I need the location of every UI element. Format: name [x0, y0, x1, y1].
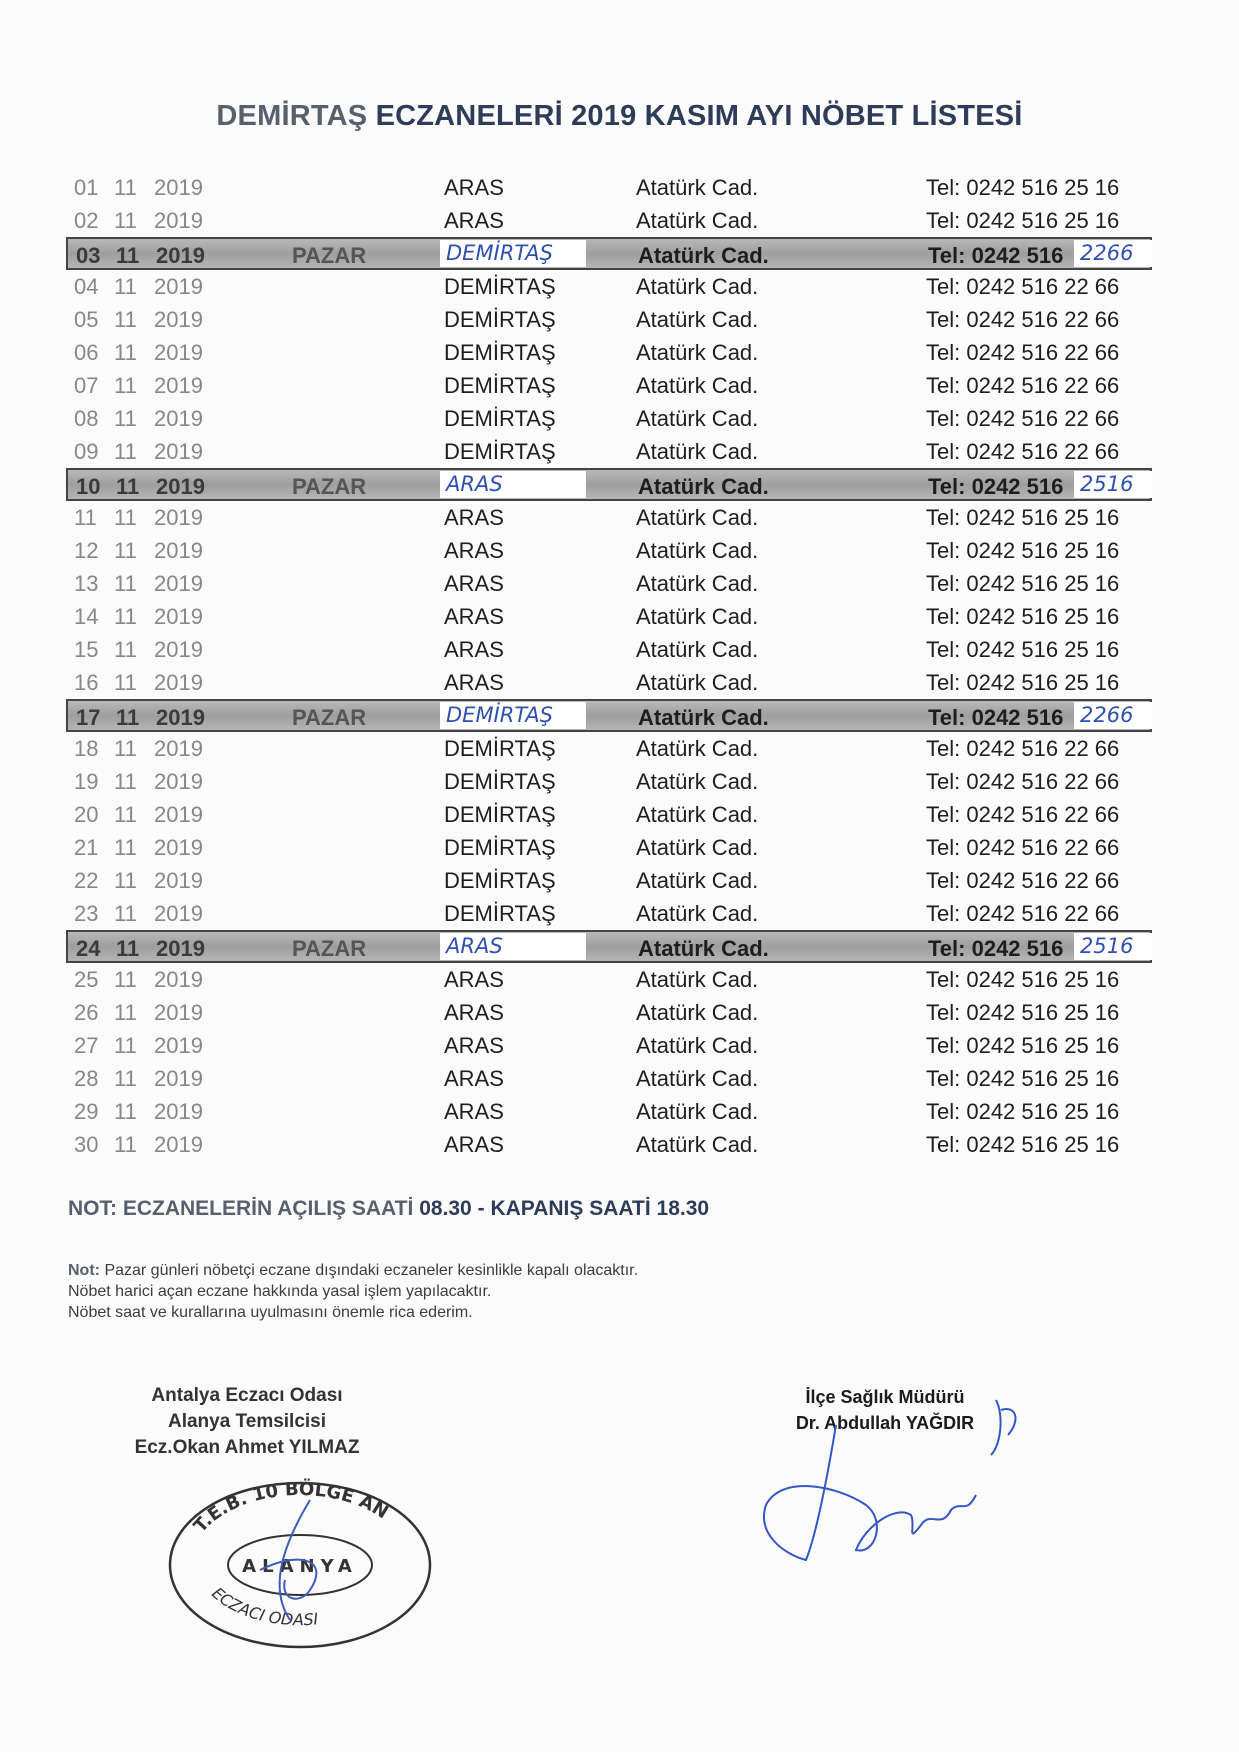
phone: Tel: 0242 516 25 16: [926, 637, 1120, 662]
pharmacy-name: ARAS: [444, 208, 504, 233]
table-row-sunday: [66, 468, 1152, 501]
phone: Tel: 0242 516 22 66: [926, 406, 1120, 431]
phone-handwritten-suffix: 2516: [1074, 471, 1152, 498]
date-month: 11: [114, 505, 137, 530]
date-year: 2019: [154, 439, 203, 464]
date-day: 16: [74, 670, 99, 695]
table-row: [66, 402, 1152, 435]
date-month: 11: [114, 868, 137, 893]
phone: Tel: 0242 516 25 16: [926, 670, 1120, 695]
rules-note-line2: Nöbet harici açan eczane hakkında yasal işlem yapılacaktır.: [68, 1283, 492, 1300]
phone: Tel: 0242 516 25 16: [926, 538, 1120, 563]
date-month: 11: [114, 604, 137, 629]
signatory-right-name: Dr. Abdullah YAĞDIR: [795, 1413, 975, 1433]
date-month: 11: [116, 474, 140, 499]
rules-note-label: Not:: [68, 1262, 100, 1279]
date-month: 11: [114, 439, 137, 464]
table-row: [66, 864, 1152, 897]
date-day: 20: [74, 802, 99, 827]
street: Atatürk Cad.: [636, 604, 759, 629]
table-row: [66, 336, 1152, 369]
phone: Tel: 0242 516: [928, 705, 1064, 730]
date-day: 06: [74, 340, 99, 365]
weekday: PAZAR: [292, 474, 367, 499]
table-row: [66, 171, 1152, 204]
date-year: 2019: [154, 538, 203, 563]
street: Atatürk Cad.: [636, 769, 759, 794]
street: Atatürk Cad.: [636, 1132, 759, 1157]
street: Atatürk Cad.: [636, 571, 759, 596]
street: Atatürk Cad.: [636, 736, 759, 761]
table-row: [66, 369, 1152, 402]
street: Atatürk Cad.: [638, 936, 769, 961]
signatory-left-role: Alanya Temsilcisi: [167, 1411, 327, 1432]
handwritten-signature: [746, 1385, 1046, 1585]
rules-note: [68, 1260, 638, 1323]
date-month: 11: [114, 1132, 137, 1157]
pharmacy-name: DEMİRTAŞ: [444, 373, 556, 398]
stamp-top-text: T.E.B. 10 BÖLGE AN: [189, 1478, 392, 1537]
date-day: 27: [74, 1033, 99, 1058]
table-row: [66, 501, 1152, 534]
date-month: 11: [116, 936, 140, 961]
phone: Tel: 0242 516 25 16: [926, 967, 1120, 992]
street: Atatürk Cad.: [636, 967, 759, 992]
pharmacy-name: ARAS: [444, 175, 504, 200]
closing-label: KAPANIŞ SAATİ: [490, 1197, 651, 1220]
street: Atatürk Cad.: [636, 208, 759, 233]
pharmacy-name: ARAS: [444, 538, 504, 563]
date-month: 11: [114, 670, 137, 695]
date-year: 2019: [154, 274, 203, 299]
table-row: [66, 567, 1152, 600]
pharmacy-name: DEMİRTAŞ: [444, 868, 556, 893]
table-row: [66, 534, 1152, 567]
phone: Tel: 0242 516 25 16: [926, 208, 1120, 233]
date-month: 11: [114, 835, 137, 860]
date-day: 25: [74, 967, 99, 992]
street: Atatürk Cad.: [636, 670, 759, 695]
date-year: 2019: [154, 373, 203, 398]
phone: Tel: 0242 516 22 66: [926, 307, 1120, 332]
phone: Tel: 0242 516 22 66: [926, 373, 1120, 398]
date-day: 02: [74, 208, 99, 233]
street: Atatürk Cad.: [636, 175, 759, 200]
pharmacy-name: ARAS: [440, 471, 586, 498]
pharmacy-name: ARAS: [444, 670, 504, 695]
date-month: 11: [114, 769, 137, 794]
date-day: 17: [76, 705, 101, 730]
pharmacy-name: DEMİRTAŞ: [440, 702, 586, 729]
date-year: 2019: [154, 868, 203, 893]
date-year: 2019: [154, 637, 203, 662]
table-row: [66, 600, 1152, 633]
opening-hours-note: [68, 1197, 709, 1221]
phone: Tel: 0242 516 22 66: [926, 769, 1120, 794]
phone: Tel: 0242 516: [928, 936, 1064, 961]
street: Atatürk Cad.: [636, 1033, 759, 1058]
pharmacy-name: DEMİRTAŞ: [444, 736, 556, 761]
date-year: 2019: [154, 340, 203, 365]
phone-handwritten-suffix: 2516: [1074, 933, 1152, 960]
date-month: 11: [116, 243, 140, 268]
table-row: [66, 765, 1152, 798]
pharmacy-name: ARAS: [444, 1132, 504, 1157]
street: Atatürk Cad.: [636, 802, 759, 827]
date-month: 11: [114, 637, 137, 662]
date-year: 2019: [156, 243, 205, 268]
date-day: 04: [74, 274, 99, 299]
date-day: 09: [74, 439, 99, 464]
date-month: 11: [114, 406, 137, 431]
date-day: 23: [74, 901, 99, 926]
date-year: 2019: [154, 967, 203, 992]
pharmacy-name: ARAS: [444, 1066, 504, 1091]
date-day: 03: [76, 243, 101, 268]
date-year: 2019: [156, 705, 205, 730]
date-year: 2019: [154, 571, 203, 596]
pharmacy-name: DEMİRTAŞ: [444, 406, 556, 431]
street: Atatürk Cad.: [636, 1000, 759, 1025]
date-month: 11: [114, 901, 137, 926]
table-row: [66, 831, 1152, 864]
signature-stroke: [764, 1400, 1015, 1560]
rules-note-line3: Nöbet saat ve kurallarına uyulmasını önemle rica ederim.: [68, 1304, 473, 1321]
table-row: [66, 633, 1152, 666]
pharmacy-name: DEMİRTAŞ: [444, 769, 556, 794]
phone: Tel: 0242 516 22 66: [926, 835, 1120, 860]
pharmacy-name: DEMİRTAŞ: [444, 802, 556, 827]
table-row: [66, 303, 1152, 336]
date-year: 2019: [154, 901, 203, 926]
street: Atatürk Cad.: [638, 474, 769, 499]
closing-time: 18.30: [656, 1197, 710, 1220]
date-year: 2019: [154, 505, 203, 530]
signatory-left-name: Ecz.Okan Ahmet YILMAZ: [134, 1437, 360, 1458]
date-year: 2019: [154, 208, 203, 233]
date-year: 2019: [154, 406, 203, 431]
date-year: 2019: [154, 670, 203, 695]
phone: Tel: 0242 516: [928, 474, 1064, 499]
date-day: 26: [74, 1000, 99, 1025]
date-day: 24: [76, 936, 101, 961]
table-row: [66, 732, 1152, 765]
pharmacy-name: ARAS: [444, 637, 504, 662]
date-year: 2019: [154, 1000, 203, 1025]
street: Atatürk Cad.: [636, 637, 759, 662]
date-month: 11: [114, 175, 137, 200]
phone: Tel: 0242 516 25 16: [926, 175, 1120, 200]
phone: Tel: 0242 516: [928, 243, 1064, 268]
pharmacy-name: ARAS: [440, 933, 586, 960]
phone: Tel: 0242 516 25 16: [926, 1000, 1120, 1025]
weekday: PAZAR: [292, 936, 367, 961]
title-part1: DEMİRTAŞ: [216, 100, 368, 132]
date-day: 29: [74, 1099, 99, 1124]
date-year: 2019: [154, 802, 203, 827]
date-year: 2019: [154, 1132, 203, 1157]
phone: Tel: 0242 516 25 16: [926, 1066, 1120, 1091]
street: Atatürk Cad.: [636, 835, 759, 860]
date-year: 2019: [154, 175, 203, 200]
table-row: [66, 963, 1152, 996]
date-year: 2019: [156, 474, 205, 499]
street: Atatürk Cad.: [638, 243, 769, 268]
street: Atatürk Cad.: [636, 340, 759, 365]
pharmacy-name: DEMİRTAŞ: [444, 439, 556, 464]
date-month: 11: [114, 1099, 137, 1124]
date-month: 11: [114, 1066, 137, 1091]
date-month: 11: [114, 1033, 137, 1058]
phone: Tel: 0242 516 22 66: [926, 868, 1120, 893]
weekday: PAZAR: [292, 705, 367, 730]
date-month: 11: [114, 208, 137, 233]
date-month: 11: [114, 1000, 137, 1025]
rules-note-line1: Pazar günleri nöbetçi eczane dışındaki eczaneler kesinlikle kapalı olacaktır.: [104, 1262, 639, 1279]
pharmacy-name: DEMİRTAŞ: [444, 340, 556, 365]
pharmacy-name: ARAS: [444, 505, 504, 530]
date-day: 30: [74, 1132, 99, 1157]
pharmacy-name: ARAS: [444, 1099, 504, 1124]
hours-dash: -: [477, 1197, 485, 1220]
date-day: 14: [74, 604, 99, 629]
date-year: 2019: [154, 604, 203, 629]
phone-handwritten-suffix: 2266: [1074, 702, 1152, 729]
phone: Tel: 0242 516 25 16: [926, 1033, 1120, 1058]
weekday: PAZAR: [292, 243, 367, 268]
date-month: 11: [114, 538, 137, 563]
date-month: 11: [114, 274, 137, 299]
date-day: 28: [74, 1066, 99, 1091]
phone: Tel: 0242 516 25 16: [926, 1099, 1120, 1124]
street: Atatürk Cad.: [636, 307, 759, 332]
date-month: 11: [116, 705, 140, 730]
pharmacy-name: DEMİRTAŞ: [440, 240, 586, 267]
table-row: [66, 270, 1152, 303]
duty-table: [66, 171, 1152, 1161]
date-year: 2019: [154, 1066, 203, 1091]
phone: Tel: 0242 516 25 16: [926, 571, 1120, 596]
date-year: 2019: [156, 936, 205, 961]
street: Atatürk Cad.: [636, 406, 759, 431]
table-row-sunday: [66, 237, 1152, 270]
table-row: [66, 204, 1152, 237]
date-day: 11: [74, 505, 97, 530]
street: Atatürk Cad.: [636, 505, 759, 530]
date-day: 08: [74, 406, 99, 431]
phone: Tel: 0242 516 25 16: [926, 604, 1120, 629]
phone: Tel: 0242 516 25 16: [926, 505, 1120, 530]
street: Atatürk Cad.: [636, 274, 759, 299]
street: Atatürk Cad.: [636, 901, 759, 926]
date-year: 2019: [154, 835, 203, 860]
date-month: 11: [114, 307, 137, 332]
signatory-left: [112, 1383, 382, 1461]
phone: Tel: 0242 516 22 66: [926, 274, 1120, 299]
table-row: [66, 1029, 1152, 1062]
stamp-center-text: ALANYA: [242, 1556, 358, 1577]
phone: Tel: 0242 516 22 66: [926, 901, 1120, 926]
phone: Tel: 0242 516 22 66: [926, 736, 1120, 761]
date-day: 19: [74, 769, 99, 794]
table-row: [66, 1095, 1152, 1128]
signatory-left-org: Antalya Eczacı Odası: [151, 1385, 343, 1406]
signatory-right-role: İlçe Sağlık Müdürü: [805, 1387, 965, 1407]
date-day: 13: [74, 571, 99, 596]
street: Atatürk Cad.: [636, 373, 759, 398]
date-year: 2019: [154, 1099, 203, 1124]
pharmacy-stamp: [160, 1470, 440, 1660]
date-day: 21: [74, 835, 99, 860]
phone: Tel: 0242 516 22 66: [926, 802, 1120, 827]
table-row: [66, 1128, 1152, 1161]
stamp-bottom-text: ECZACI ODASI: [208, 1583, 319, 1630]
date-year: 2019: [154, 769, 203, 794]
title-part2: ECZANELERİ 2019 KASIM AYI NÖBET LİSTESİ: [375, 100, 1023, 132]
date-month: 11: [114, 373, 137, 398]
table-row-sunday: [66, 930, 1152, 963]
table-row-sunday: [66, 699, 1152, 732]
pharmacy-name: DEMİRTAŞ: [444, 307, 556, 332]
date-year: 2019: [154, 1033, 203, 1058]
street: Atatürk Cad.: [636, 868, 759, 893]
street: Atatürk Cad.: [638, 705, 769, 730]
date-day: 12: [74, 538, 99, 563]
opening-hours-prefix: NOT: ECZANELERİN AÇILIŞ SAATİ: [68, 1197, 414, 1220]
pharmacy-name: DEMİRTAŞ: [444, 274, 556, 299]
date-month: 11: [114, 736, 137, 761]
pharmacy-name: ARAS: [444, 604, 504, 629]
date-month: 11: [114, 340, 137, 365]
pharmacy-name: ARAS: [444, 967, 504, 992]
phone-handwritten-suffix: 2266: [1074, 240, 1152, 267]
date-month: 11: [114, 571, 137, 596]
pharmacy-name: ARAS: [444, 1000, 504, 1025]
street: Atatürk Cad.: [636, 1099, 759, 1124]
street: Atatürk Cad.: [636, 439, 759, 464]
table-row: [66, 996, 1152, 1029]
date-day: 05: [74, 307, 99, 332]
phone: Tel: 0242 516 22 66: [926, 439, 1120, 464]
pharmacy-name: ARAS: [444, 571, 504, 596]
date-day: 07: [74, 373, 99, 398]
phone: Tel: 0242 516 22 66: [926, 340, 1120, 365]
table-row: [66, 666, 1152, 699]
date-day: 18: [74, 736, 99, 761]
table-row: [66, 435, 1152, 468]
pharmacy-name: DEMİRTAŞ: [444, 835, 556, 860]
opening-time: 08.30: [419, 1197, 472, 1220]
date-month: 11: [114, 802, 137, 827]
date-month: 11: [114, 967, 137, 992]
pharmacy-name: DEMİRTAŞ: [444, 901, 556, 926]
date-day: 10: [76, 474, 101, 499]
phone: Tel: 0242 516 25 16: [926, 1132, 1120, 1157]
date-day: 01: [74, 175, 99, 200]
date-year: 2019: [154, 736, 203, 761]
date-day: 22: [74, 868, 99, 893]
street: Atatürk Cad.: [636, 538, 759, 563]
street: Atatürk Cad.: [636, 1066, 759, 1091]
page-title: [0, 100, 1239, 133]
date-day: 15: [74, 637, 99, 662]
date-year: 2019: [154, 307, 203, 332]
table-row: [66, 798, 1152, 831]
table-row: [66, 897, 1152, 930]
table-row: [66, 1062, 1152, 1095]
pharmacy-name: ARAS: [444, 1033, 504, 1058]
